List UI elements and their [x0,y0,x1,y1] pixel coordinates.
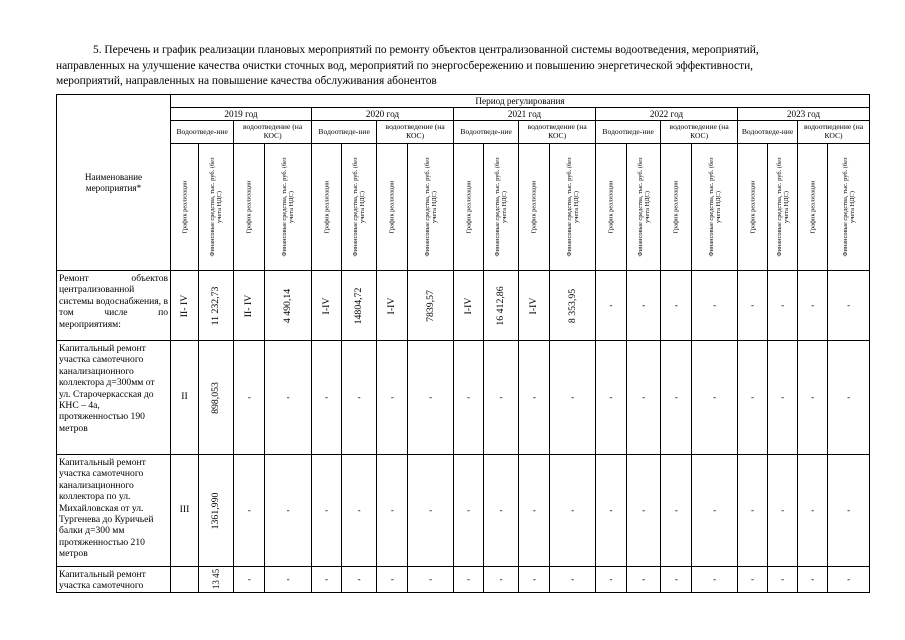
schedule-subheader [234,144,265,271]
finance-cell [199,271,234,341]
schedule-cell: II [171,341,199,455]
finance-cell: - [828,271,870,341]
schedule-subheader [311,144,341,271]
table-row [57,271,870,341]
schedule-cell: - [377,567,408,593]
schedule-cell [171,567,199,593]
table-row [57,567,870,593]
finance-subheader [484,144,519,271]
schedule-cell: - [737,455,767,567]
year-header: 2022 год [595,108,737,121]
group-header-sewerage: Водоотведе-ние [737,121,797,144]
finance-subheader [768,144,798,271]
plan-table [56,94,870,593]
finance-cell: - [692,455,738,567]
finance-subheader [342,144,377,271]
group-header-sewerage-kos: водоотведение (на КОС) [519,121,596,144]
finance-cell: - [627,271,661,341]
cell-value: 1361,990 [210,492,222,529]
year-header: 2020 год [311,108,453,121]
subheader-label: Финансовые средства, тыс. руб. (без учета НДС) [841,157,856,257]
subheader-label: График реализации [245,180,253,234]
subheader-label: Финансовые средства, тыс. руб. (без учета НДС) [565,157,580,257]
finance-cell [199,567,234,593]
finance-cell [265,271,312,341]
cell-value: II- IV [243,294,255,317]
schedule-cell: - [311,455,341,567]
finance-cell: - [627,455,661,567]
finance-subheader [692,144,738,271]
group-header-sewerage-kos: водоотведение (на КОС) [798,121,870,144]
schedule-cell [311,271,341,341]
subheader-label: График реализации [180,180,188,234]
cell-value: 13 45 [211,569,222,590]
year-header: 2023 год [737,108,869,121]
finance-cell [342,271,377,341]
activity-name: Капитальный ремонт участка самотечного канализационного коллектора д=300мм от ул. Старочеркасская до КНС – 4а, протяженностью 190 метров [57,341,171,455]
table-row [57,455,870,567]
finance-cell: - [484,455,519,567]
schedule-cell: - [798,271,828,341]
schedule-subheader [798,144,828,271]
subheader-label: Финансовые средства, тыс. руб. (без учета НДС) [280,157,296,257]
activity-name: Капитальный ремонт участка самотечного [57,567,171,593]
finance-subheader [828,144,870,271]
schedule-subheader [661,144,692,271]
finance-cell: - [550,341,596,455]
year-header: 2019 год [171,108,312,121]
finance-cell: - [484,341,519,455]
schedule-subheader [595,144,626,271]
subheader-label: График реализации [322,180,330,234]
schedule-cell: - [661,271,692,341]
group-header-sewerage-kos: водоотведение (на КОС) [661,121,738,144]
schedule-cell: - [311,567,341,593]
finance-cell: - [484,567,519,593]
schedule-cell: - [737,271,767,341]
schedule-cell: - [453,341,483,455]
finance-cell: - [828,341,870,455]
activity-name: Капитальный ремонт участка самотечного канализационного коллектора по ул. Михайловская от ул. Тургенева до Куричьей балки д=300 мм протяженностью 210 метров [57,455,171,567]
subheader-label: Финансовые средства, тыс. руб. (без учета НДС) [493,157,509,257]
subheader-label: График реализации [809,180,817,234]
finance-cell: - [692,567,738,593]
finance-cell: - [550,567,596,593]
schedule-cell: - [737,341,767,455]
cell-value: 898,053 [210,381,222,414]
group-header-sewerage: Водоотведе-ние [171,121,234,144]
subheader-label: График реализации [464,180,472,234]
cell-value: 8 353,95 [566,288,578,323]
schedule-cell: - [519,567,550,593]
schedule-cell: - [661,341,692,455]
schedule-subheader [453,144,483,271]
finance-cell: - [627,567,661,593]
finance-cell: - [768,341,798,455]
schedule-cell: - [377,455,408,567]
subheader-label: График реализации [388,180,396,234]
schedule-cell: - [311,341,341,455]
cell-value: I-IV [320,297,332,314]
schedule-cell [234,271,265,341]
subheader-label: График реализации [748,180,756,234]
subheader-label: График реализации [607,180,615,234]
schedule-cell: - [798,567,828,593]
schedule-cell: - [377,341,408,455]
schedule-cell: - [234,341,265,455]
subheader-label: Финансовые средства, тыс. руб. (без учета НДС) [707,157,722,257]
schedule-cell: III [171,455,199,567]
finance-cell: - [265,341,312,455]
finance-cell [484,271,519,341]
schedule-cell [453,271,483,341]
subheader-label: Финансовые средства, тыс. руб. (без учета НДС) [423,157,438,257]
finance-cell: - [692,341,738,455]
finance-cell: - [342,341,377,455]
schedule-cell: - [595,341,626,455]
name-column-header: Наименование мероприятия* [57,95,171,271]
finance-cell: - [768,567,798,593]
cell-value: 11 232,73 [210,286,222,325]
heading-line-1: 5. Перечень и график реализации плановых мероприятий по ремонту объектов централизованной системы водоотведения, мероприятий, [93,44,759,56]
activity-name: Ремонт объектов централизованной системы водоснабжения, в том числе по мероприятиям: [57,271,171,341]
cell-value: 7839,57 [424,289,436,322]
finance-cell: - [408,455,454,567]
year-header: 2021 год [453,108,595,121]
section-heading [56,43,866,90]
cell-value: 14804,72 [353,287,365,324]
finance-subheader [199,144,234,271]
schedule-cell: - [519,341,550,455]
cell-value: I-IV [528,297,540,314]
finance-cell: - [265,567,312,593]
finance-cell [408,271,454,341]
schedule-cell: - [453,567,483,593]
group-header-sewerage: Водоотведе-ние [311,121,376,144]
schedule-subheader [737,144,767,271]
group-header-sewerage-kos: водоотведение (на КОС) [234,121,312,144]
finance-cell [199,341,234,455]
cell-value: II- IV [178,294,190,317]
schedule-cell [519,271,550,341]
schedule-cell [171,271,199,341]
finance-subheader [408,144,454,271]
finance-cell: - [342,455,377,567]
schedule-subheader [171,144,199,271]
cell-value: I-IV [462,297,474,314]
schedule-cell: - [661,455,692,567]
period-header: Период регулирования [171,95,870,108]
schedule-cell: - [661,567,692,593]
subheader-label: График реализации [672,180,680,234]
schedule-cell: - [798,455,828,567]
finance-cell [550,271,596,341]
finance-cell: - [692,271,738,341]
schedule-cell: - [798,341,828,455]
finance-cell [199,455,234,567]
finance-subheader [627,144,661,271]
schedule-subheader [377,144,408,271]
finance-cell: - [828,455,870,567]
cell-value: 16 412,86 [495,285,507,326]
finance-cell: - [408,341,454,455]
subheader-label: Финансовые средства, тыс. руб. (без учета НДС) [775,157,790,257]
finance-cell: - [342,567,377,593]
heading-line-3: мероприятий, направленных на повышение качества обслуживания абонентов [56,75,437,88]
finance-cell: - [408,567,454,593]
schedule-cell: - [737,567,767,593]
group-header-sewerage-kos: водоотведение (на КОС) [377,121,454,144]
subheader-label: Финансовые средства, тыс. руб. (без учета НДС) [636,157,651,257]
schedule-cell: - [234,455,265,567]
heading-line-2: направленных на улучшение качества очистки сточных вод, мероприятий по энергосбережению и повышению энергетической эффективности, [56,59,754,72]
schedule-cell: - [234,567,265,593]
subheader-label: Финансовые средства, тыс. руб. (без учета НДС) [351,157,367,257]
schedule-cell: - [519,455,550,567]
schedule-subheader [519,144,550,271]
schedule-cell [377,271,408,341]
schedule-cell: - [595,567,626,593]
finance-cell: - [768,271,798,341]
finance-cell: - [550,455,596,567]
subheader-label: График реализации [530,180,538,234]
schedule-cell: - [595,455,626,567]
group-header-sewerage: Водоотведе-ние [595,121,660,144]
cell-value: 4 490,14 [282,288,294,323]
finance-cell: - [627,341,661,455]
cell-value: I-IV [386,297,398,314]
subheader-label: Финансовые средства, тыс. руб. (без учета НДС) [208,157,224,257]
finance-cell: - [265,455,312,567]
group-header-sewerage: Водоотведе-ние [453,121,518,144]
finance-cell: - [828,567,870,593]
schedule-cell: - [453,455,483,567]
finance-subheader [550,144,596,271]
table-row [57,341,870,455]
schedule-cell: - [595,271,626,341]
finance-cell: - [768,455,798,567]
finance-subheader [265,144,312,271]
